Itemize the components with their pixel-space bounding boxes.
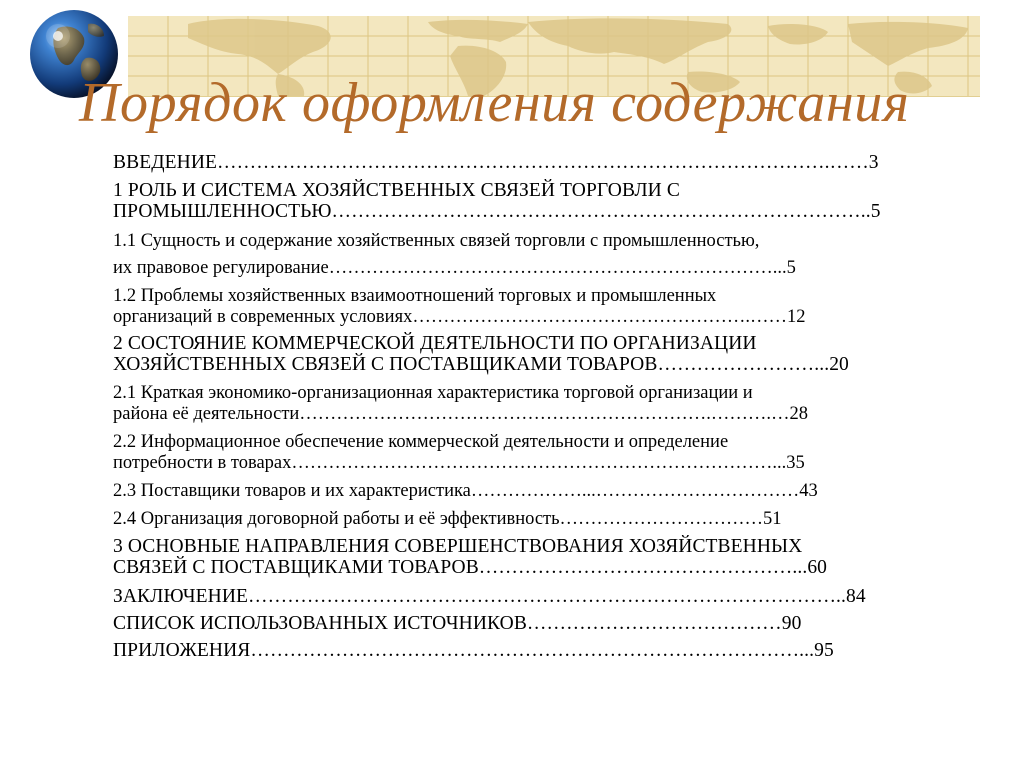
toc-line: ПРОМЫШЛЕННОСТЬЮ………………………………………………………………………..5 <box>113 201 881 222</box>
toc-line: ЗАКЛЮЧЕНИЕ………………………………………………………………………………..84 <box>113 586 866 607</box>
toc-line: СПИСОК ИСПОЛЬЗОВАННЫХ ИСТОЧНИКОВ…………………………………90 <box>113 613 802 634</box>
toc-line: 1 РОЛЬ И СИСТЕМА ХОЗЯЙСТВЕННЫХ СВЯЗЕЙ ТОРГОВЛИ С <box>113 180 680 201</box>
toc-line: 1.2 Проблемы хозяйственных взаимоотношений торговых и промышленных <box>113 286 717 306</box>
toc-line: ХОЗЯЙСТВЕННЫХ СВЯЗЕЙ С ПОСТАВЩИКАМИ ТОВАРОВ……………………...20 <box>113 354 849 375</box>
slide-title: Порядок оформления содержания <box>79 72 910 134</box>
toc-line: 2.4 Организация договорной работы и её эффективность……………………………51 <box>113 509 782 529</box>
toc-line: 2.3 Поставщики товаров и их характеристика………………...……………………………43 <box>113 481 818 501</box>
toc-line: 2.2 Информационное обеспечение коммерческой деятельности и определение <box>113 432 729 452</box>
toc-line: 2.1 Краткая экономико-организационная характеристика торговой организации и <box>113 383 753 403</box>
toc-line: 3 ОСНОВНЫЕ НАПРАВЛЕНИЯ СОВЕРШЕНСТВОВАНИЯ ХОЗЯЙСТВЕННЫХ <box>113 536 803 557</box>
toc-line: 1.1 Сущность и содержание хозяйственных связей торговли с промышленностью, <box>113 231 760 251</box>
toc-line: ВВЕДЕНИЕ………………………………………………………………………………….……3 <box>113 152 879 173</box>
toc-line: района её деятельности………………………………………………………….……….…28 <box>113 404 809 424</box>
toc-line: потребности в товарах……………………………………………………………………...35 <box>113 453 805 473</box>
toc-line: СВЯЗЕЙ С ПОСТАВЩИКАМИ ТОВАРОВ…………………………………………...60 <box>113 557 828 578</box>
toc-line: их правовое регулирование………………………………………………………………...5 <box>113 258 796 278</box>
toc-line: организаций в современных условиях……………………………………………….……12 <box>113 307 806 327</box>
toc-line: 2 СОСТОЯНИЕ КОММЕРЧЕСКОЙ ДЕЯТЕЛЬНОСТИ ПО ОРГАНИЗАЦИИ <box>113 333 757 354</box>
toc-line: ПРИЛОЖЕНИЯ…………………………………………………………………………...95 <box>113 640 834 661</box>
